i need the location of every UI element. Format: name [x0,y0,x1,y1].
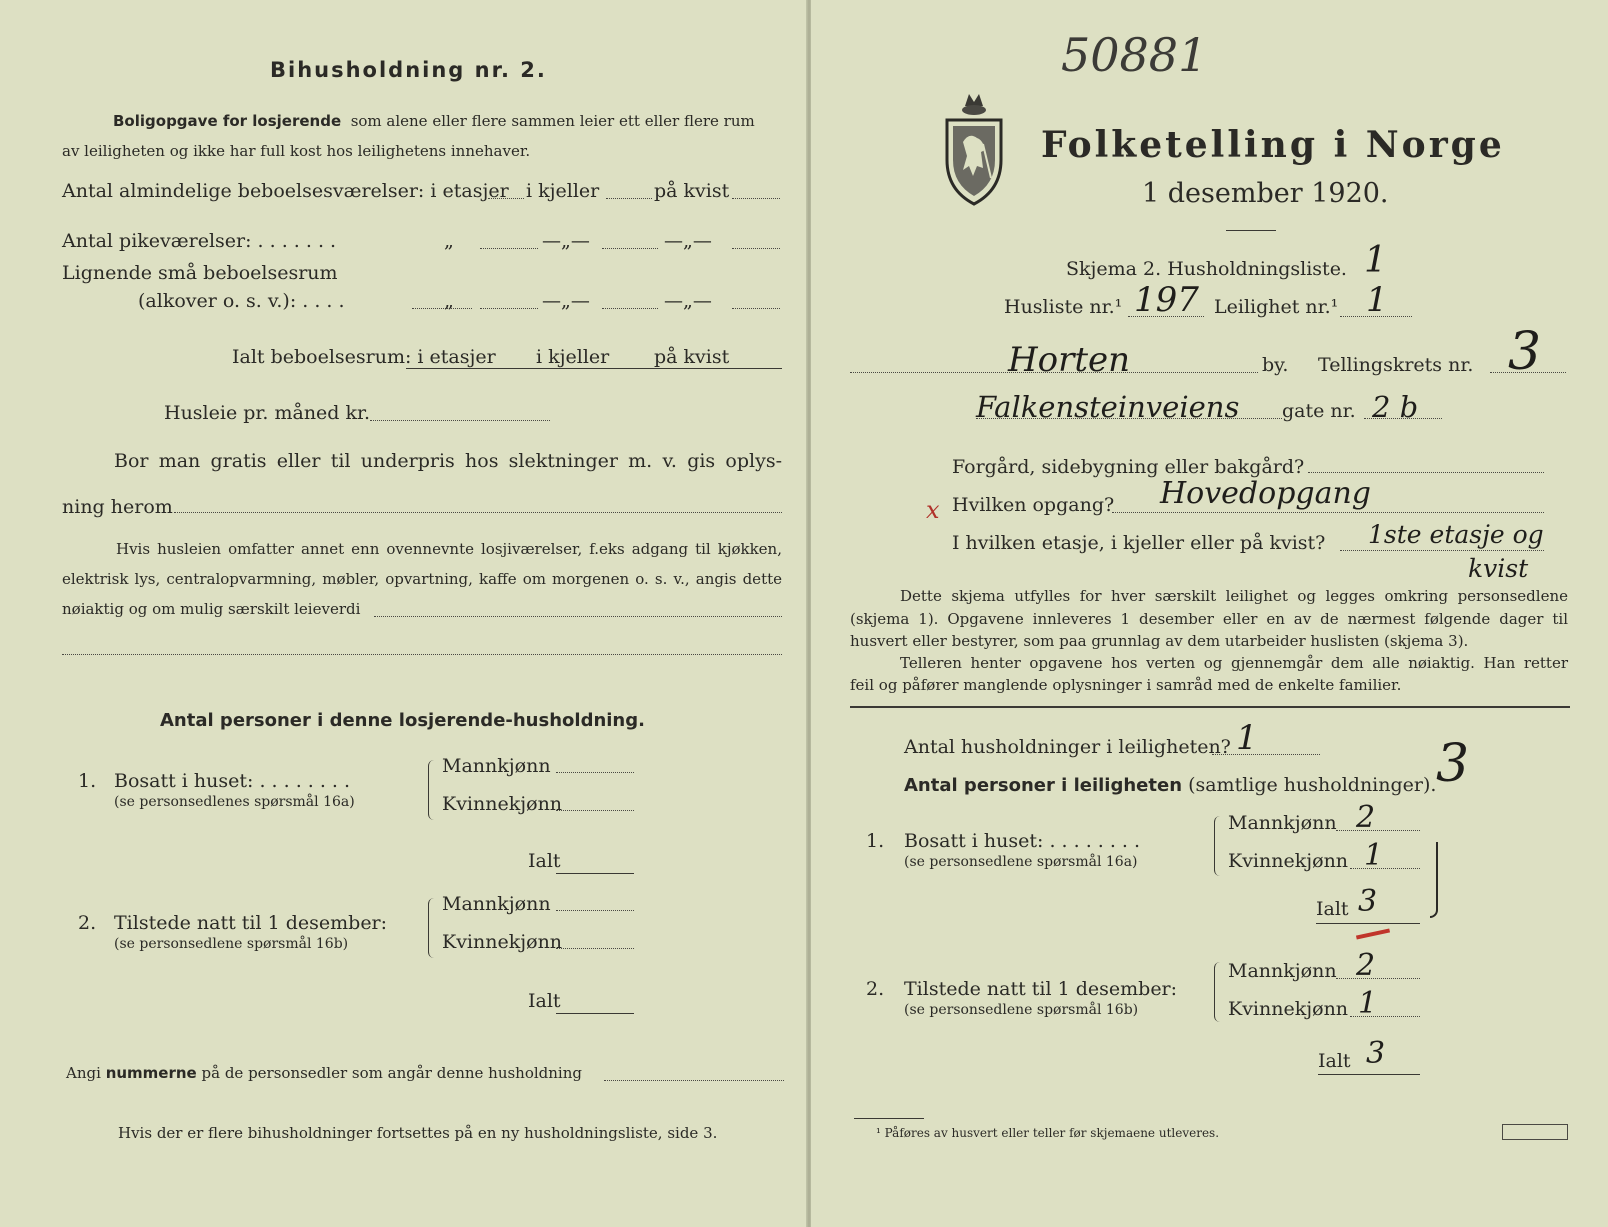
field-lign-pre [412,308,472,309]
ialt-paa-kvist: på kvist [654,346,730,368]
census-date: 1 desember 1920. [1142,178,1389,209]
intro-line-2: av leiligheten og ikke har full kost hos leilighetens innehaver. [62,142,531,160]
q2-ialt-field[interactable] [556,1013,634,1014]
r-q1-kvinne-field[interactable] [1350,868,1420,869]
opgang-label: Hvilken opgang? [952,494,1115,516]
r-q2-label: Tilstede natt til 1 desember: [904,978,1178,1000]
r-q2-mann-value[interactable]: 2 [1356,948,1376,983]
krets-label: Tellingskrets nr. [1318,354,1474,376]
norway-crest-icon [943,90,1005,208]
info-rule [850,706,1570,708]
row-pike-label: Antal pikeværelser: . . . . . . . [62,230,337,252]
r-q2-mann-label: Mannkjønn [1228,960,1337,982]
q1-ialt-field[interactable] [556,873,634,874]
q2-number: 2. [78,912,97,934]
pers-line [904,774,1436,796]
field-husleie[interactable] [370,420,550,421]
intro-line-1 [113,112,755,130]
field-alm-etasjer[interactable] [488,198,524,199]
info-line-5: feil og påfører manglende oplysninger i samråd med de enkelte familier. [850,676,1402,694]
hvis-line-3: nøiaktig og om mulig særskilt leieverdi [62,600,361,618]
row-ialt-label: Ialt beboelsesrum: i etasjer [232,346,496,368]
q1-mann-label: Mannkjønn [442,755,551,777]
r-q2-ialt-field[interactable] [1318,1074,1420,1075]
field-lign-kjeller[interactable] [602,308,658,309]
red-x-mark: x [926,496,940,524]
lign-ditto-2: —„— [542,290,590,312]
q1-number: 1. [78,770,97,792]
lign-ditto-1: „ [444,290,454,312]
pers-value[interactable]: 3 [1436,734,1470,794]
q2-label: Tilstede natt til 1 desember: [114,912,388,934]
q2-sub: (se personsedlene spørsmål 16b) [114,936,349,952]
r-q1-mann-value[interactable]: 2 [1356,800,1376,835]
r-q1-mann-field[interactable] [1336,830,1420,831]
q2-ialt-label: Ialt [528,990,561,1012]
gratis-line-2: ning herom [62,496,173,518]
printer-stamp [1502,1124,1568,1140]
hvis-line-2: elektrisk lys, centralopvarmning, møbler, opvartning, kaffe om morgenen o. s. v., angis dette [62,570,782,588]
q1-ialt-label: Ialt [528,850,561,872]
q1-kvinne-field[interactable] [556,810,634,811]
q1-brace [428,760,438,820]
q1-label: Bosatt i huset: . . . . . . . . [114,770,351,792]
pike-ditto-3: —„— [664,230,712,252]
q2-mann-field[interactable] [556,910,634,911]
title-rule [1226,230,1276,231]
gate-value[interactable]: 2 b [1372,390,1419,424]
archive-number: 50881 [1061,28,1208,82]
hush-label: Antal husholdninger i leiligheten? [904,736,1231,758]
q1-sub: (se personsedlenes spørsmål 16a) [114,794,355,810]
etasje-label: I hvilken etasje, i kjeller eller på kvist? [952,532,1326,554]
ialt-i-kjeller: i kjeller [536,346,610,368]
field-lign-etasjer[interactable] [480,308,538,309]
by-label: by. [1262,354,1289,376]
r-q2-mann-field[interactable] [1336,978,1420,979]
hvis-line-1: Hvis husleien omfatter annet enn ovennevnte losjiværelser, f.eks adgang til kjøkken, [116,540,782,558]
field-lign-kvist[interactable] [732,308,780,309]
husliste-value[interactable]: 197 [1134,280,1199,320]
field-alm-kjeller[interactable] [606,198,652,199]
bihusholdning-title: Bihusholdning nr. 2. [270,58,547,82]
leilighet-value[interactable]: 1 [1366,280,1388,320]
label-i-kjeller: i kjeller [526,180,600,202]
footnote: ¹ Påføres av husvert eller teller før skjemaene utleveres. [876,1126,1220,1140]
field-pike-kvist[interactable] [732,248,780,249]
r-q1-sub: (se personsedlene spørsmål 16a) [904,854,1138,870]
field-alm-kvist[interactable] [732,198,780,199]
r-q1-kvinne-label: Kvinnekjønn [1228,850,1349,872]
lign-ditto-3: —„— [664,290,712,312]
r-q1-kvinne-value[interactable]: 1 [1364,838,1384,873]
row-lignende-label-1: Lignende små beboelsesrum [62,262,338,284]
info-line-3: husvert eller bestyrer, som paa grunnlag av dem utarbeider huslisten (skjema 3). [850,632,1469,650]
opgang-value[interactable]: Hovedopgang [1160,476,1372,511]
field-leieverdi[interactable] [374,616,782,617]
r-q2-ialt-label: Ialt [1318,1050,1351,1072]
q2-kvinne-label: Kvinnekjønn [442,931,563,953]
intro-bold: Boligopgave for losjerende [113,112,342,130]
etasje-value-1[interactable]: 1ste etasje og [1368,520,1544,549]
angi-line [66,1064,582,1082]
gratis-line-1: Bor man gratis eller til underpris hos slektninger m. v. gis oplys- [114,450,782,472]
etasje-field[interactable] [1340,550,1544,551]
angi-post: på de personsedler som angår denne husholdning [201,1064,582,1082]
q1-mann-field[interactable] [556,772,634,773]
persons-heading: Antal personer i denne losjerende-husholdning. [160,710,645,731]
r-q2-kvinne-label: Kvinnekjønn [1228,998,1349,1020]
hush-field[interactable] [1212,754,1320,755]
check-stroke [1430,842,1438,918]
skjema-label: Skjema 2. Husholdningsliste. [1066,258,1347,280]
r-q1-brace [1214,816,1224,876]
husliste-label: Husliste nr.¹ [1004,296,1123,318]
forgard-field[interactable] [1308,472,1544,473]
krets-value[interactable]: 3 [1508,322,1542,382]
field-leieverdi-2[interactable] [62,654,782,655]
city-value[interactable]: Horten [1008,340,1131,380]
intro-rest-1: som alene eller flere sammen leier ett eller flere rum [350,112,755,130]
q2-kvinne-field[interactable] [556,948,634,949]
q1-kvinne-label: Kvinnekjønn [442,793,563,815]
left-footer: Hvis der er flere bihusholdninger fortsettes på en ny husholdningsliste, side 3. [118,1124,718,1142]
info-line-1: Dette skjema utfylles for hver særskilt leilighet og legges omkring personsedlene [900,587,1568,605]
gate-label: gate nr. [1282,400,1356,422]
q2-brace [428,898,438,958]
hush-value[interactable]: 1 [1236,718,1258,758]
pike-ditto-2: —„— [542,230,590,252]
footnote-rule [854,1118,924,1119]
pers-bold: Antal personer i leiligheten [904,775,1183,796]
opgang-field[interactable] [1112,512,1544,513]
info-line-4: Telleren henter opgavene hos verten og gjennemgår dem alle nøiaktig. Han retter [900,654,1568,672]
list-mark: 1 [1364,240,1387,281]
r-q1-ialt-label: Ialt [1316,898,1349,920]
field-gratis[interactable] [174,512,782,513]
r-q2-brace [1214,962,1224,1022]
r-q2-kvinne-value[interactable]: 1 [1358,986,1378,1021]
row-husleie-label: Husleie pr. måned kr. [164,402,371,424]
row-lignende-label-2: (alkover o. s. v.): . . . . [138,290,345,312]
r-q2-sub: (se personsedlene spørsmål 16b) [904,1002,1139,1018]
q2-mann-label: Mannkjønn [442,893,551,915]
angi-bold: nummerne [105,1064,197,1082]
r-q1-ialt-field[interactable] [1316,923,1420,924]
etasje-value-2[interactable]: kvist [1468,554,1529,583]
r-q1-number: 1. [866,830,885,852]
field-nummerne[interactable] [604,1080,784,1081]
angi-pre: Angi [66,1064,101,1082]
leilighet-label: Leilighet nr.¹ [1214,296,1339,318]
pike-ditto-1: „ [444,230,454,252]
label-paa-kvist: på kvist [654,180,730,202]
pers-rest: (samtlige husholdninger). [1188,774,1437,796]
r-q1-mann-label: Mannkjønn [1228,812,1337,834]
street-value[interactable]: Falkensteinveiens [976,390,1240,424]
field-pike-kjeller[interactable] [602,248,658,249]
info-line-2: (skjema 1). Opgavene innleveres 1 desember eller en av de nærmest følgende dager til [850,610,1568,628]
field-pike-etasjer[interactable] [480,248,538,249]
r-q1-ialt-value[interactable]: 3 [1358,884,1378,919]
row-antal-alm-label: Antal almindelige beboelsesværelser: i etasjer [62,180,509,202]
r-q2-ialt-value[interactable]: 3 [1366,1036,1386,1071]
census-title: Folketelling i Norge [1041,124,1505,166]
ialt-rule [406,368,782,369]
forgard-label: Forgård, sidebygning eller bakgård? [952,456,1305,478]
r-q1-label: Bosatt i huset: . . . . . . . . [904,830,1141,852]
r-q2-number: 2. [866,978,885,1000]
